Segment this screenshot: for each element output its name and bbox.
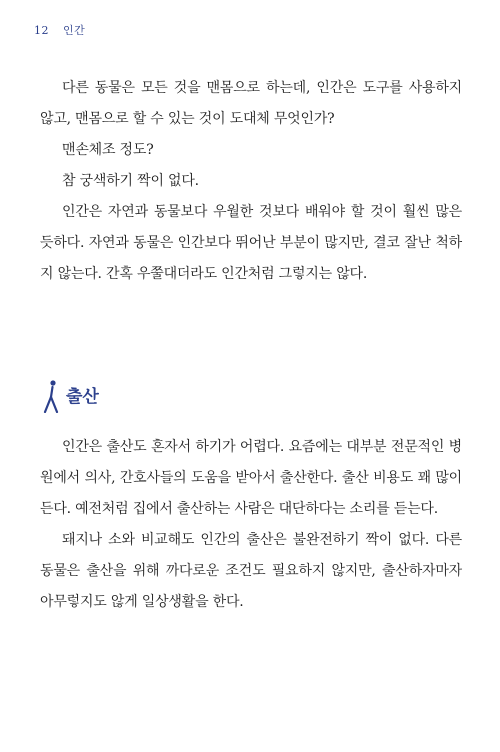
page-number: 12: [34, 24, 49, 37]
human-figure-icon: [42, 379, 62, 413]
paragraph: 참 궁색하기 짝이 없다.: [62, 173, 199, 189]
section-intro-body: [40, 73, 462, 290]
running-header: [34, 22, 85, 38]
paragraph: 인간은 자연과 동물보다 우월한 것보다 배워야 할 것이 훨씬 많은 듯하다. 자연과 동물은 인간보다 뛰어난 부분이 많지만, 결코 잘난 척하지 않는다. 간혹 우쭐대더라도 인간처럼 그렇지는 않다.: [40, 204, 462, 282]
section-heading-birth: [42, 376, 99, 416]
section-title: 출산: [66, 386, 99, 407]
paragraph: 인간은 출산도 혼자서 하기가 어렵다. 요즘에는 대부분 전문적인 병원에서 의사, 간호사들의 도움을 받아서 출산한다. 출산 비용도 꽤 많이 든다. 예전처럼 집에서 출산하는 사람은 대단하다는 소리를 듣는다.: [40, 439, 462, 517]
paragraph: 돼지나 소와 비교해도 인간의 출산은 불완전하기 짝이 없다. 다른 동물은 출산을 위해 까다로운 조건도 필요하지 않지만, 출산하자마자 아무렇지도 않게 일상생활을 한다.: [40, 532, 462, 610]
paragraph: 맨손체조 정도?: [62, 142, 154, 158]
section-birth-body: [40, 432, 462, 618]
chapter-title: 인간: [63, 24, 86, 37]
paragraph: 다른 동물은 모든 것을 맨몸으로 하는데, 인간은 도구를 사용하지 않고, 맨몸으로 할 수 있는 것이 도대체 무엇인가?: [40, 80, 462, 127]
